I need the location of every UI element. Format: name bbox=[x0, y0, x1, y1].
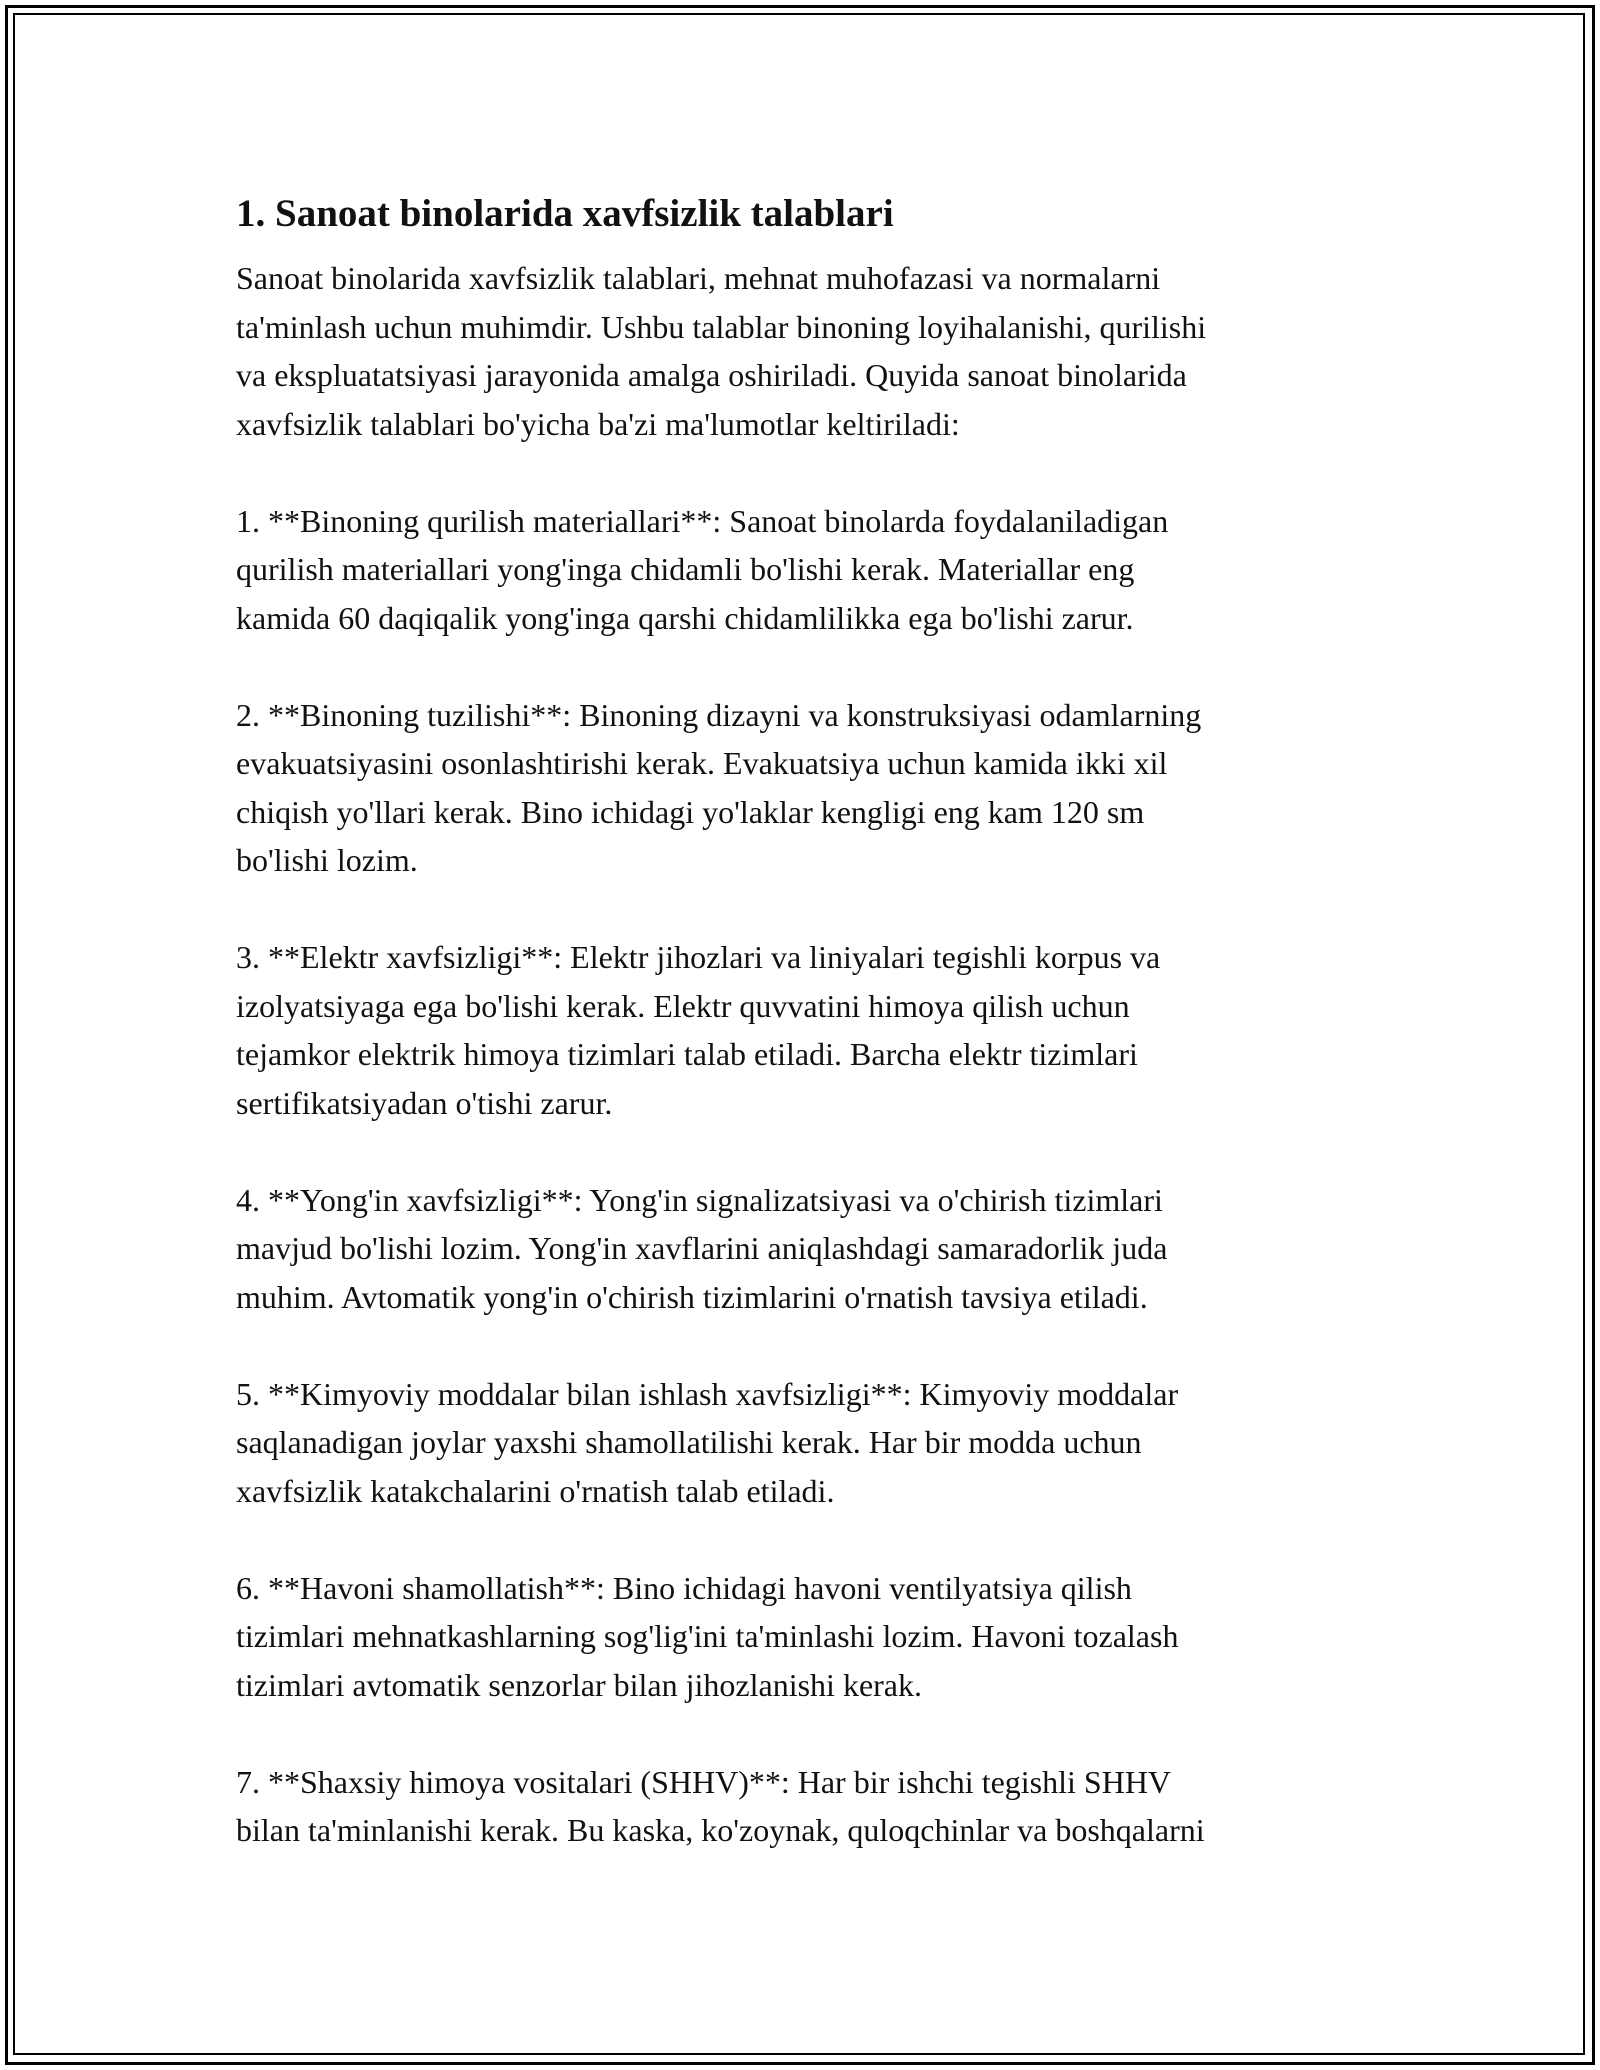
paragraph-line: evakuatsiyasini osonlashtirishi kerak. Evakuatsiya uchun kamida ikki xil bbox=[236, 745, 1168, 781]
paragraph-line: xavfsizlik katakchalarini o'rnatish talab etiladi. bbox=[236, 1472, 835, 1509]
paragraph-line: 2. **Binoning tuzilishi**: Binoning dizayni va konstruksiyasi odamlarning bbox=[236, 696, 1202, 733]
requirement-item-7 bbox=[236, 1758, 1366, 1855]
paragraph-line: muhim. Avtomatik yong'in o'chirish tizimlarini o'rnatish tavsiya etiladi. bbox=[236, 1278, 1148, 1315]
paragraph-line: va ekspluatatsiyasi jarayonida amalga oshiriladi. Quyida sanoat binolarida bbox=[236, 357, 1187, 393]
requirement-item-6 bbox=[236, 1564, 1366, 1710]
paragraph-line: tejamkor elektrik himoya tizimlari talab etiladi. Barcha elektr tizimlari bbox=[236, 1036, 1138, 1072]
paragraph-line: 6. **Havoni shamollatish**: Bino ichidagi havoni ventilyatsiya qilish bbox=[236, 1569, 1132, 1606]
paragraph-line: mavjud bo'lishi lozim. Yong'in xavflarini aniqlashdagi samaradorlik juda bbox=[236, 1230, 1168, 1266]
paragraph-line: qurilish materiallari yong'inga chidamli bo'lishi kerak. Materiallar eng bbox=[236, 551, 1135, 587]
paragraph-line: xavfsizlik talablari bo'yicha ba'zi ma'lumotlar keltiriladi: bbox=[236, 405, 960, 442]
paragraph-line: tizimlari mehnatkashlarning sog'lig'ini ta'minlashi lozim. Havoni tozalash bbox=[236, 1618, 1179, 1654]
document-title: 1. Sanoat binolarida xavfsizlik talablari bbox=[236, 192, 894, 235]
paragraph-line: tizimlari avtomatik senzorlar bilan jihozlanishi kerak. bbox=[236, 1666, 922, 1703]
paragraph-line: 4. **Yong'in xavfsizligi**: Yong'in signalizatsiyasi va o'chirish tizimlari bbox=[236, 1181, 1163, 1218]
paragraph-line: chiqish yo'llari kerak. Bino ichidagi yo'laklar kengligi eng kam 120 sm bbox=[236, 793, 1145, 830]
paragraph-line: Sanoat binolarida xavfsizlik talablari, mehnat muhofazasi va normalarni bbox=[236, 260, 1161, 296]
requirement-item-1 bbox=[236, 497, 1366, 643]
paragraph-line: sertifikatsiyadan o'tishi zarur. bbox=[236, 1084, 613, 1121]
paragraph-line: bo'lishi lozim. bbox=[236, 842, 418, 878]
paragraph-line: kamida 60 daqiqalik yong'inga qarshi chidamlilikka ega bo'lishi zarur. bbox=[236, 599, 1134, 636]
paragraph-line: 1. **Binoning qurilish materiallari**: Sanoat binolarda foydalaniladigan bbox=[236, 502, 1169, 539]
requirement-item-5 bbox=[236, 1370, 1366, 1516]
paragraph-line: izolyatsiyaga ega bo'lishi kerak. Elektr quvvatini himoya qilish uchun bbox=[236, 987, 1130, 1024]
requirement-item-4 bbox=[236, 1176, 1366, 1322]
paragraph-line: 7. **Shaxsiy himoya vositalari (SHHV)**: Har bir ishchi tegishli SHHV bbox=[236, 1763, 1172, 1800]
paragraph-line: 5. **Kimyoviy moddalar bilan ishlash xavfsizligi**: Kimyoviy moddalar bbox=[236, 1375, 1179, 1412]
requirement-item-2 bbox=[236, 691, 1366, 885]
intro-paragraph bbox=[236, 254, 1366, 448]
paragraph-line: ta'minlash uchun muhimdir. Ushbu talablar binoning loyihalanishi, qurilishi bbox=[236, 308, 1207, 345]
requirement-item-3 bbox=[236, 933, 1366, 1127]
paragraph-line: saqlanadigan joylar yaxshi shamollatilishi kerak. Har bir modda uchun bbox=[236, 1424, 1142, 1460]
paragraph-line: bilan ta'minlanishi kerak. Bu kaska, ko'zoynak, quloqchinlar va boshqalarni bbox=[236, 1812, 1205, 1848]
paragraph-line: 3. **Elektr xavfsizligi**: Elektr jihozlari va liniyalari tegishli korpus va bbox=[236, 939, 1161, 975]
document-body bbox=[236, 186, 1366, 1903]
